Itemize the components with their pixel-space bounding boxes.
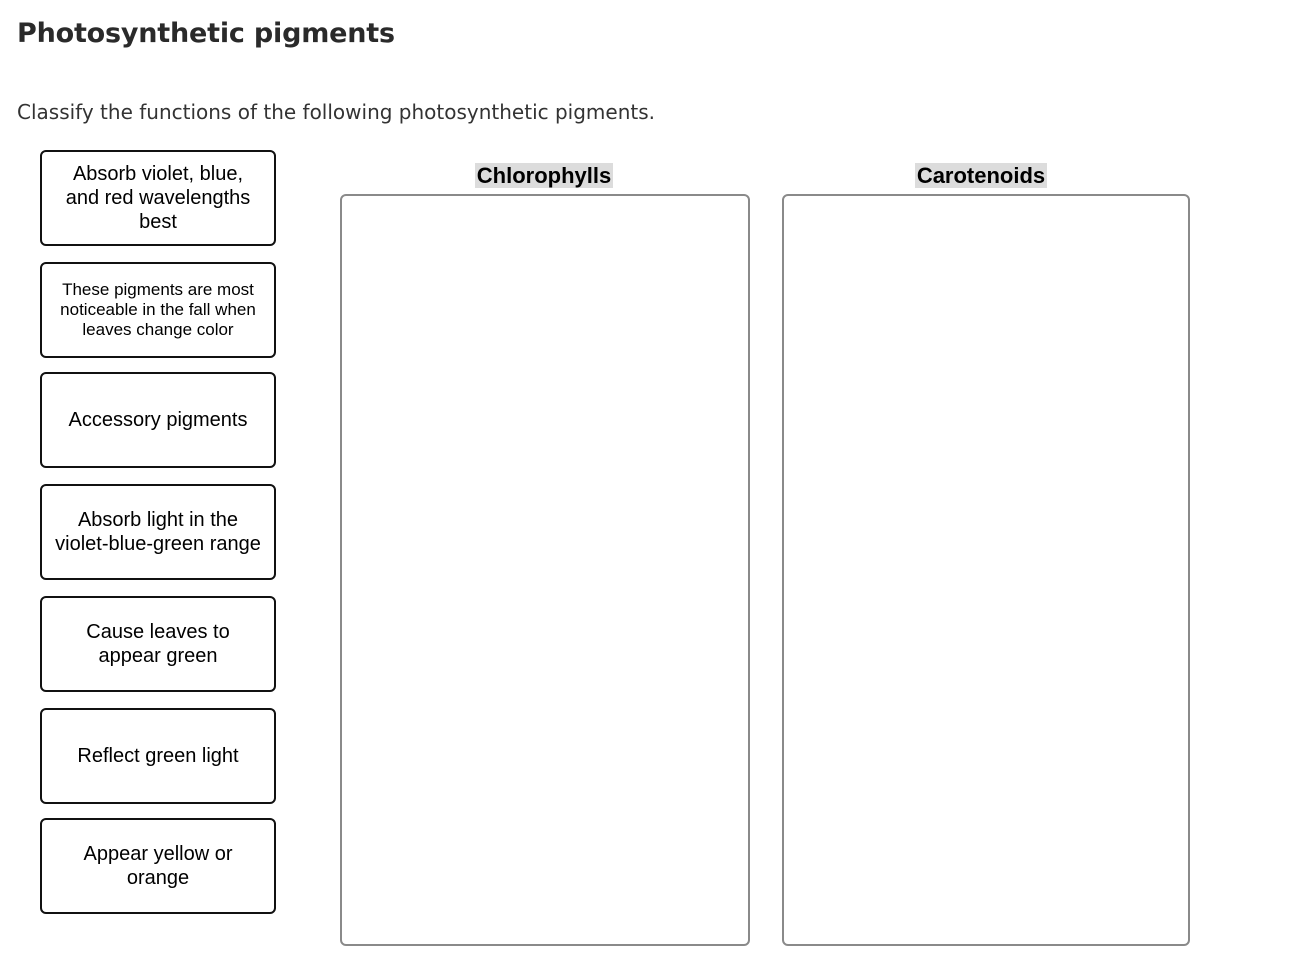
draggable-card[interactable]: Reflect green light: [40, 708, 276, 804]
page-title: Photosynthetic pigments: [17, 18, 395, 49]
draggable-card[interactable]: Absorb violet, blue, and red wavelengths best: [40, 150, 276, 246]
draggable-card[interactable]: Cause leaves to appear green: [40, 596, 276, 692]
chlorophylls-drop-zone[interactable]: [340, 194, 750, 946]
carotenoids-label: Carotenoids: [916, 163, 1046, 188]
carotenoids-header: [782, 162, 1180, 190]
draggable-card[interactable]: Appear yellow or orange: [40, 818, 276, 914]
carotenoids-drop-zone[interactable]: [782, 194, 1190, 946]
draggable-card[interactable]: Absorb light in the violet-blue-green range: [40, 484, 276, 580]
draggable-card[interactable]: Accessory pigments: [40, 372, 276, 468]
draggable-card[interactable]: These pigments are most noticeable in the fall when leaves change color: [40, 262, 276, 358]
instructions-text: Classify the functions of the following photosynthetic pigments.: [17, 100, 656, 124]
chlorophylls-label: Chlorophylls: [476, 163, 612, 188]
chlorophylls-header: [340, 162, 748, 190]
